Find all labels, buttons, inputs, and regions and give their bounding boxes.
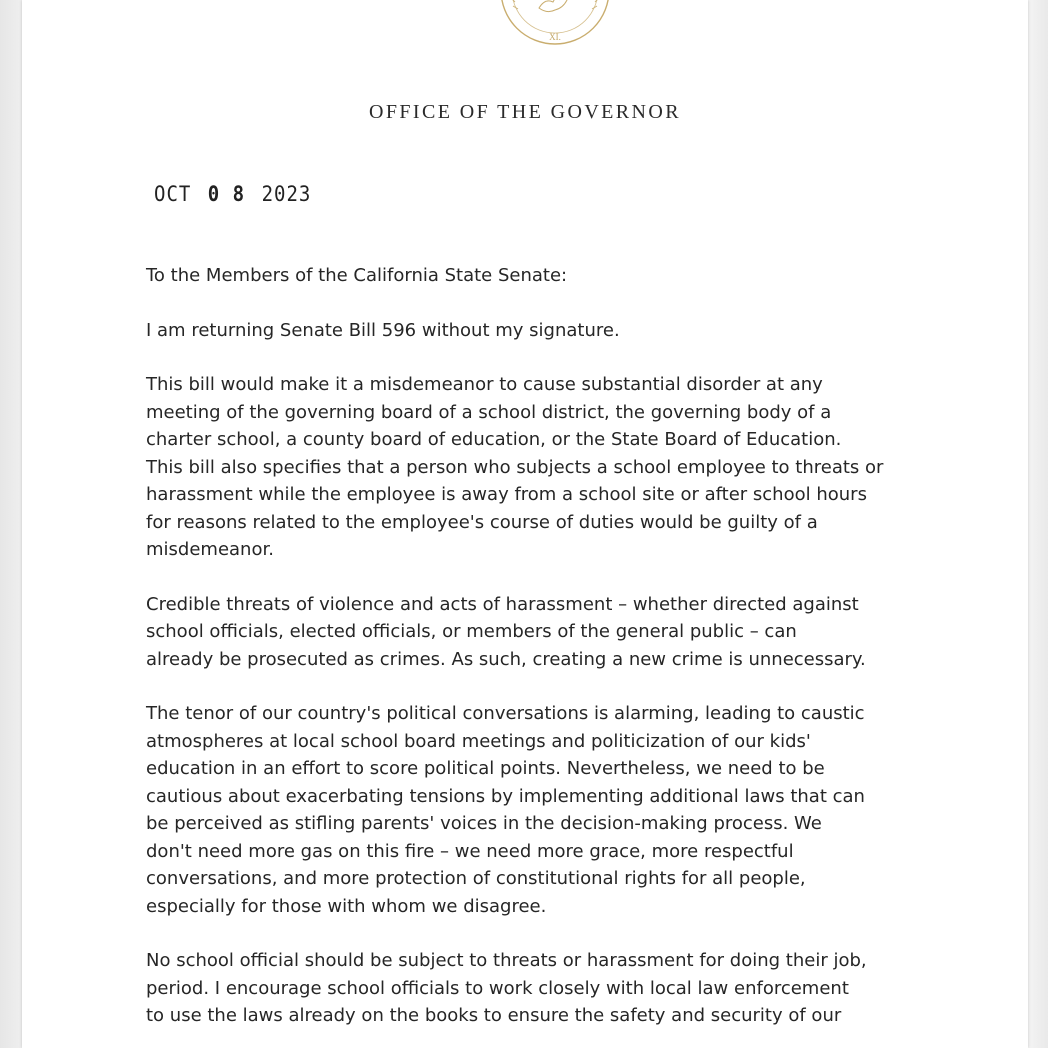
text-line: misdemeanor. (146, 539, 274, 560)
text-line: meeting of the governing board of a school district, the governing body of a (146, 401, 832, 423)
paragraph-3 (146, 591, 946, 674)
text-line: harassment while the employee is away from a school site or after school hours (146, 484, 867, 505)
text-line: be perceived as stifling parents' voices in the decision-making process. We (146, 813, 822, 834)
text-line: Credible threats of violence and acts of harassment – whether directed against (146, 593, 859, 615)
svg-text:XI.: XI. (549, 32, 561, 42)
left-background-margin (0, 0, 22, 1048)
date-stamp-day: 0 8 (207, 182, 246, 207)
text-line: I am returning Senate Bill 596 without my signature. (146, 319, 620, 341)
text-line: education in an effort to score political points. Nevertheless, we need to be (146, 758, 825, 779)
text-line: This bill also specifies that a person who subjects a school employee to threats or (146, 456, 884, 478)
text-line: especially for those with whom we disagree. (146, 895, 547, 917)
text-line: already be prosecuted as crimes. As such, creating a new crime is unnecessary. (146, 648, 866, 670)
paragraph-1 (146, 317, 946, 345)
text-line: period. I encourage school officials to work closely with local law enforcement (146, 977, 849, 999)
text-line: atmospheres at local school board meetings and politicization of our kids' (146, 730, 811, 752)
salutation: To the Members of the California State Senate: (146, 265, 568, 286)
text-line: don't need more gas on this fire – we need more grace, more respectful (146, 840, 794, 862)
text-line: charter school, a county board of education, or the State Board of Education. (146, 429, 842, 450)
text-line: cautious about exacerbating tensions by implementing additional laws that can (146, 785, 865, 807)
letter-page (22, 0, 1028, 1048)
letter-body (146, 262, 946, 1048)
text-line: to use the laws already on the books to ensure the safety and security of our (146, 1005, 842, 1026)
paragraph-5 (146, 947, 946, 1030)
paragraph-2 (146, 371, 946, 564)
text-line: This bill would make it a misdemeanor to cause substantial disorder at any (146, 374, 823, 395)
text-line: conversations, and more protection of constitutional rights for all people, (146, 868, 806, 889)
governor-seal-icon (499, 0, 611, 46)
date-stamp (154, 182, 311, 207)
text-line: school officials, elected officials, or members of the general public – can (146, 621, 797, 642)
text-line: for reasons related to the employee's course of duties would be guilty of a (146, 511, 818, 533)
paragraph-4 (146, 700, 946, 920)
text-line: No school official should be subject to threats or harassment for doing their job, (146, 950, 867, 971)
date-stamp-month: OCT (154, 182, 192, 207)
text-line: The tenor of our country's political conversations is alarming, leading to caustic (146, 703, 865, 724)
date-stamp-year: 2023 (261, 182, 312, 207)
letterhead-title: OFFICE OF THE GOVERNOR (369, 101, 681, 123)
right-background-margin (1028, 0, 1048, 1048)
